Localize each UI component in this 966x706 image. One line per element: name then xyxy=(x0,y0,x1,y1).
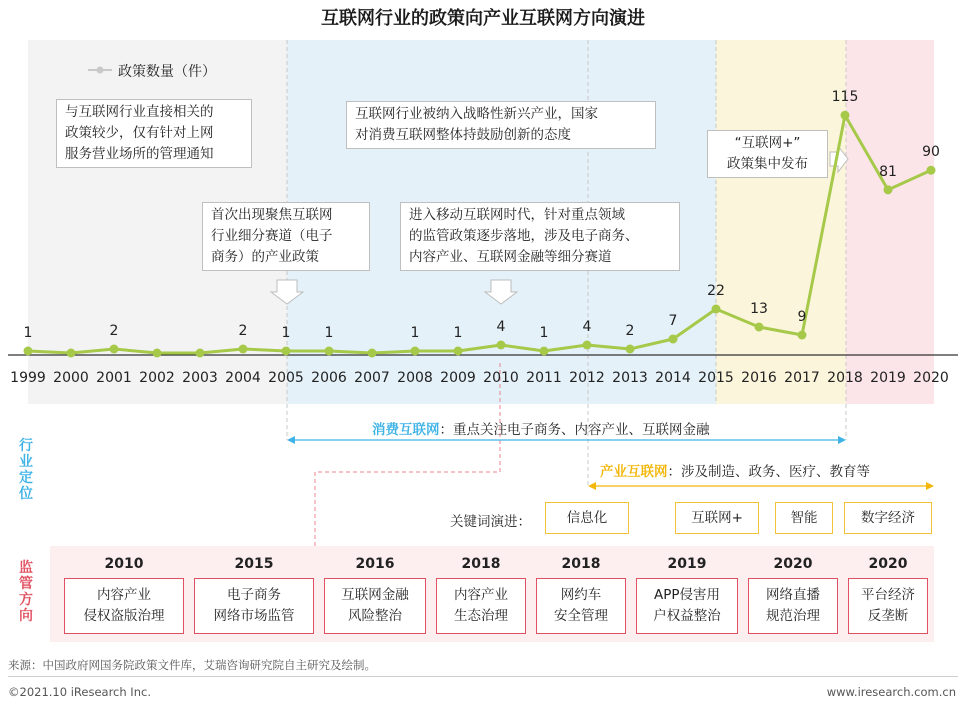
callout-line: 首次出现聚焦互联网 xyxy=(211,207,333,223)
regulation-line: 反垄断 xyxy=(867,608,909,624)
data-point xyxy=(798,331,807,340)
regulation-line: 风险整治 xyxy=(348,608,402,624)
x-tick-label: 2007 xyxy=(354,370,390,386)
keyword-digital-economy: 数字经济 xyxy=(844,502,932,534)
regulation-line: 网络市场监管 xyxy=(213,608,295,624)
data-point xyxy=(583,341,592,350)
x-tick-label: 2006 xyxy=(311,370,347,386)
regulation-year: 2016 xyxy=(355,556,395,572)
x-tick-label: 2004 xyxy=(225,370,261,386)
x-tick-label: 2012 xyxy=(569,370,605,386)
data-point xyxy=(110,345,119,354)
x-tick-label: 2002 xyxy=(139,370,175,386)
industrial-arrow-left-head xyxy=(588,482,596,490)
data-label: 2 xyxy=(238,323,248,339)
data-label: 1 xyxy=(281,325,291,341)
callout-line: 服务营业场所的管理通知 xyxy=(65,146,214,162)
regulation-year: 2018 xyxy=(461,556,501,572)
x-tick-label: 2005 xyxy=(268,370,304,386)
regulation-line: 内容产业 xyxy=(97,587,151,603)
data-point xyxy=(669,335,678,344)
data-point xyxy=(67,349,76,358)
data-point xyxy=(24,347,33,356)
industrial-arrow-right-head xyxy=(926,482,934,490)
data-label: 90 xyxy=(922,144,940,161)
callout-line: 进入移动互联网时代，针对重点领域 xyxy=(409,207,625,223)
data-point xyxy=(755,323,764,332)
regulation-line: 户权益整治 xyxy=(653,608,721,624)
page-title: 互联网行业的政策向产业互联网方向演进 xyxy=(321,8,645,29)
consumer-arrow-left-head xyxy=(287,436,295,444)
regulation-line: 安全管理 xyxy=(554,608,608,624)
callout-2010-arrow xyxy=(485,280,517,304)
data-point xyxy=(884,185,893,194)
data-label: 2 xyxy=(625,323,635,339)
data-point xyxy=(282,347,291,356)
x-tick-label: 2013 xyxy=(612,370,648,386)
data-point xyxy=(841,111,850,120)
data-point xyxy=(497,341,506,350)
legend-marker xyxy=(97,67,104,74)
regulation-line: 电子商务 xyxy=(227,587,281,603)
x-tick-label: 2009 xyxy=(440,370,476,386)
keyword-intelligence: 智能 xyxy=(775,502,833,534)
regulation-item xyxy=(436,578,526,634)
callout-line: 与互联网行业直接相关的 xyxy=(65,104,214,120)
callout-2005 xyxy=(202,202,370,271)
data-point xyxy=(368,349,377,358)
callout-strategic-industry xyxy=(346,101,656,149)
regulation-year: 2015 xyxy=(234,556,274,572)
callout-line: 商务）的产业政策 xyxy=(211,249,319,265)
data-point xyxy=(626,345,635,354)
regulation-line: 内容产业 xyxy=(454,587,508,603)
x-tick-label: 2003 xyxy=(182,370,218,386)
data-label: 81 xyxy=(879,163,897,180)
x-tick-label: 2011 xyxy=(526,370,562,386)
regulation-line: 侵权盗版治理 xyxy=(83,608,165,624)
x-tick-label: 2001 xyxy=(96,370,132,386)
callout-2005-arrow xyxy=(271,280,303,304)
footer-divider xyxy=(8,676,958,677)
regulation-year: 2020 xyxy=(773,556,813,572)
website-link[interactable]: www.iresearch.com.cn xyxy=(826,685,956,699)
regulation-line: 网络直播 xyxy=(766,587,820,603)
data-point xyxy=(411,347,420,356)
industrial-internet-name: 产业互联网 xyxy=(600,464,668,480)
x-tick-label: 2017 xyxy=(784,370,820,386)
data-label: 1 xyxy=(453,325,463,341)
regulation-item xyxy=(748,578,838,634)
callout-internet-plus xyxy=(707,130,828,178)
consumer-arrow-right-head xyxy=(838,436,846,444)
callout-line: 政策集中发布 xyxy=(727,156,808,172)
data-label: 4 xyxy=(582,319,592,335)
regulation-line: 生态治理 xyxy=(454,608,508,624)
data-label: 9 xyxy=(797,309,807,325)
data-point xyxy=(540,347,549,356)
callout-mobile-internet xyxy=(400,202,680,271)
regulation-side-label: 监管方向 xyxy=(19,560,33,624)
data-label: 1 xyxy=(324,325,334,341)
consumer-internet-text: ：重点关注电子商务、内容产业、互联网金融 xyxy=(439,422,710,438)
regulation-item xyxy=(536,578,626,634)
data-label: 1 xyxy=(23,325,33,341)
regulation-line: 网约车 xyxy=(560,587,602,603)
x-tick-label: 2000 xyxy=(53,370,89,386)
x-tick-label: 2016 xyxy=(741,370,777,386)
callout-line: “互联网+” xyxy=(734,135,801,151)
x-tick-label: 2020 xyxy=(913,370,949,386)
data-label: 115 xyxy=(831,89,859,106)
x-tick-label: 2014 xyxy=(655,370,691,386)
regulation-year: 2020 xyxy=(868,556,908,572)
x-tick-label: 2018 xyxy=(827,370,863,386)
regulation-item xyxy=(848,578,928,634)
regulation-year: 2019 xyxy=(667,556,707,572)
regulation-item xyxy=(194,578,314,634)
regulation-item xyxy=(324,578,426,634)
industrial-internet-line xyxy=(600,460,870,480)
x-tick-label: 2010 xyxy=(483,370,519,386)
callout-early-policy xyxy=(56,99,252,168)
regulation-line: 互联网金融 xyxy=(341,587,409,603)
callout-line: 互联网行业被纳入战略性新兴产业，国家 xyxy=(355,106,598,122)
data-label: 2 xyxy=(109,323,119,339)
regulation-year: 2010 xyxy=(104,556,144,572)
regulation-line: 规范治理 xyxy=(766,608,820,624)
copyright: ©2021.10 iResearch Inc. xyxy=(8,685,151,699)
regulation-line: APP侵害用 xyxy=(653,587,721,603)
regulation-year: 2018 xyxy=(561,556,601,572)
legend-label: 政策数量（件） xyxy=(118,64,216,80)
keyword-informatization: 信息化 xyxy=(545,502,629,534)
regulation-item xyxy=(636,578,738,634)
data-point xyxy=(325,347,334,356)
regulation-item xyxy=(64,578,184,634)
data-point xyxy=(454,347,463,356)
regulation-line: 平台经济 xyxy=(861,587,915,603)
data-label: 1 xyxy=(539,325,549,341)
data-point xyxy=(153,349,162,358)
x-tick-label: 2008 xyxy=(397,370,433,386)
data-label: 4 xyxy=(496,319,506,335)
callout-line: 内容产业、互联网金融等细分赛道 xyxy=(409,249,612,265)
callout-line: 行业细分赛道（电子 xyxy=(211,228,333,244)
callout-line: 政策较少，仅有针对上网 xyxy=(65,125,214,141)
data-point xyxy=(239,345,248,354)
x-tick-labels xyxy=(10,370,949,386)
data-point xyxy=(712,305,721,314)
data-point xyxy=(196,349,205,358)
positioning-side-label: 行业定位 xyxy=(19,438,33,502)
callout-line: 对消费互联网整体持鼓励创新的态度 xyxy=(355,127,571,143)
data-label: 1 xyxy=(410,325,420,341)
callout-line: 的监管政策逐步落地，涉及电子商务、 xyxy=(409,228,639,244)
industrial-internet-text: ：涉及制造、政务、医疗、教育等 xyxy=(667,464,870,480)
x-tick-label: 2015 xyxy=(698,370,734,386)
keyword-internet-plus: 互联网+ xyxy=(675,502,759,534)
consumer-internet-line xyxy=(372,418,710,438)
consumer-internet-name: 消费互联网 xyxy=(372,422,440,438)
data-label: 13 xyxy=(750,301,768,317)
data-point xyxy=(927,166,936,175)
x-tick-label: 1999 xyxy=(10,370,46,386)
data-label: 22 xyxy=(707,283,725,299)
data-label: 7 xyxy=(668,313,678,329)
source-note: 来源：中国政府网国务院政策文件库，艾瑞咨询研究院自主研究及绘制。 xyxy=(8,658,376,672)
x-tick-label: 2019 xyxy=(870,370,906,386)
keywords-label: 关键词演进： xyxy=(450,514,531,530)
